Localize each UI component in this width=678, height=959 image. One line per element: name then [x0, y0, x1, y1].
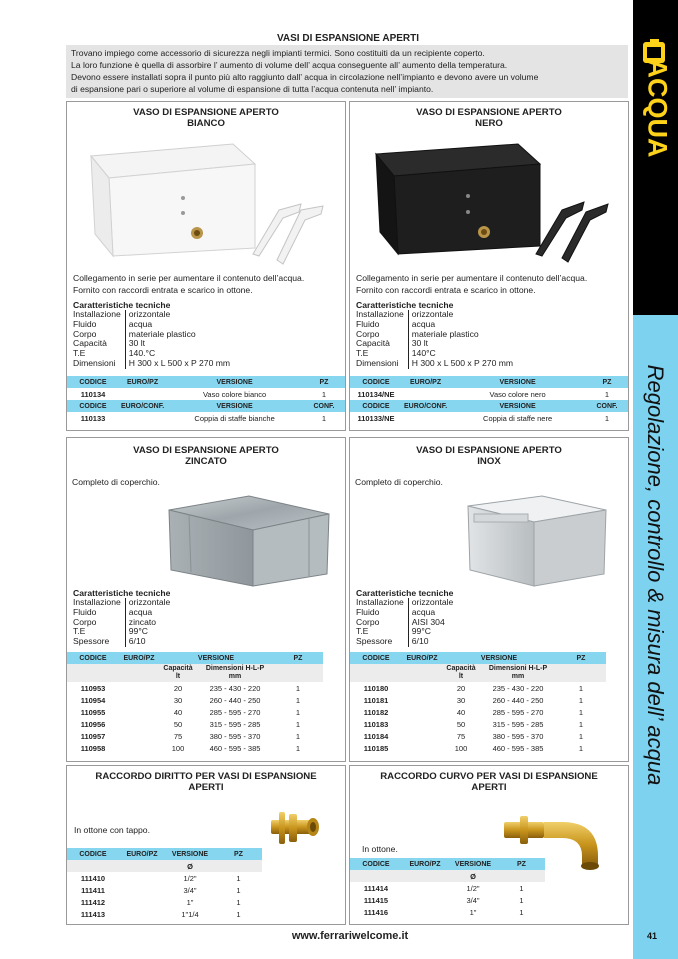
- sidebar-brand: ACQUA: [642, 58, 673, 158]
- straight-fitting-image: [265, 806, 325, 851]
- spec-value: acqua: [128, 606, 153, 617]
- tech-specs: [356, 588, 453, 647]
- spec-label: Fluido: [73, 608, 125, 618]
- table-row: 110133/NE Coppia di staffe nere 1: [357, 413, 610, 423]
- table-row: 111413 1"1/4 1: [80, 909, 241, 919]
- price-table-diritto: [67, 848, 262, 920]
- table-row: 110955 40 285 - 595 - 270 1: [80, 707, 301, 717]
- spec-value: orizzontale: [128, 597, 171, 607]
- footer-url[interactable]: www.ferrariwelcome.it: [291, 930, 409, 942]
- spec-value: 30 lt: [411, 338, 429, 349]
- table-subheader: Ø: [350, 870, 545, 882]
- table-row: 111412 1" 1: [80, 897, 241, 907]
- spec-label: T.E: [356, 627, 408, 637]
- price-table-curvo: [350, 858, 545, 918]
- table-header: CODICE EURO/PZ VERSIONE PZ: [67, 848, 262, 860]
- black-tank-image: [370, 138, 620, 268]
- spec-label: Corpo: [73, 330, 125, 340]
- table-header: CODICE EURO/PZ VERSIONE PZ: [350, 376, 628, 388]
- spec-value: H 300 x L 500 x P 270 mm: [411, 357, 514, 368]
- intro-text: [66, 45, 628, 98]
- product-box-zincato: [66, 437, 346, 762]
- tech-specs: [73, 300, 230, 369]
- spec-label: Corpo: [73, 618, 125, 628]
- product-box-inox: [349, 437, 629, 762]
- spec-value: 140°C: [411, 348, 436, 359]
- stainless-tank-image: [462, 490, 612, 590]
- spec-label: Fluido: [356, 320, 408, 330]
- spec-label: Capacità: [356, 339, 408, 349]
- spec-row: [356, 618, 453, 628]
- page-title: VASI DI ESPANSIONE APERTI: [276, 33, 420, 44]
- table-row: 110133 Coppia di staffe bianche 1: [80, 413, 327, 423]
- product-description: In ottone con tappo.: [74, 825, 150, 835]
- spec-value: acqua: [128, 318, 153, 329]
- table-header: CODICE EURO/PZ VERSIONE PZ: [67, 376, 345, 388]
- table-row: 110134/NE Vaso colore nero 1: [357, 389, 610, 399]
- sidebar-section-title: Regolazione, controllo & misura dell’ acqua: [643, 364, 668, 786]
- tech-specs: [356, 300, 513, 369]
- product-description: Collegamento in serie per aumentare il contenuto dell’acqua. Fornito con raccordi entrata e scarico in ottone.: [73, 273, 305, 295]
- price-table-zincato: [67, 652, 323, 754]
- product-title: VASO DI ESPANSIONE APERTO ZINCATO: [133, 445, 279, 467]
- intro-line: Devono essere installati sopra il punto più alto raggiunto dall’ acqua in circolazione nell’impianto e devono avere un volume: [71, 72, 539, 82]
- page-number: 41: [647, 931, 658, 941]
- intro-line: Trovano impiego come accessorio di sicurezza negli impianti termici. Sono costituiti da un recipiente coperto.: [71, 48, 485, 58]
- specs-heading: Caratteristiche tecniche: [73, 588, 171, 598]
- table-header: CODICE EURO/PZ VERSIONE PZ: [350, 858, 545, 870]
- table-row: 110185 100 460 - 595 - 385 1: [363, 743, 584, 753]
- spec-row: [73, 359, 230, 369]
- table-row: 111416 1" 1: [363, 907, 524, 917]
- spec-value: orizzontale: [128, 309, 171, 319]
- spec-label: Installazione: [73, 310, 125, 320]
- spec-value: 140.°C: [128, 348, 156, 359]
- table-row: 110957 75 380 - 595 - 370 1: [80, 731, 301, 741]
- price-table-inox: [350, 652, 606, 754]
- spec-label: Corpo: [356, 618, 408, 628]
- table-row: 110183 50 315 - 595 - 285 1: [363, 719, 584, 729]
- intro-line: La loro funzione è quella di assorbire l’ aumento di volume dell’ acqua conseguente all’ aumento della temperatura.: [71, 60, 508, 70]
- table-row: 110134 Vaso colore bianco 1: [80, 389, 327, 399]
- price-table-nero: [350, 376, 628, 424]
- table-header: CODICE EURO/PZ VERSIONE PZ: [350, 652, 606, 664]
- table-row: 111414 1/2" 1: [363, 883, 524, 893]
- spec-value: 99°C: [411, 626, 431, 637]
- table-row: 111411 3/4" 1: [81, 885, 241, 895]
- intro-line: di espansione pari o superiore al volume di espansione di tutta l’acqua contenuta nell’ impianto.: [71, 84, 434, 94]
- table-row: 110954 30 260 - 440 - 250 1: [80, 695, 301, 705]
- product-title: RACCORDO DIRITTO PER VASI DI ESPANSIONE APERTI: [95, 771, 317, 793]
- table-header: CODICE EURO/CONF. VERSIONE CONF.: [350, 400, 628, 412]
- spec-value: 6/10: [128, 636, 146, 647]
- spec-value: acqua: [411, 318, 436, 329]
- table-row: 110180 20 235 - 430 - 220 1: [363, 683, 584, 693]
- spec-value: AISI 304: [411, 616, 445, 627]
- spec-label: Capacità: [73, 339, 125, 349]
- spec-value: H 300 x L 500 x P 270 mm: [128, 357, 231, 368]
- spec-label: Fluido: [73, 320, 125, 330]
- spec-value: orizzontale: [411, 309, 454, 319]
- table-header: CODICE EURO/CONF. VERSIONE CONF.: [67, 400, 345, 412]
- product-title: VASO DI ESPANSIONE APERTO BIANCO: [133, 107, 279, 129]
- spec-row: [73, 618, 170, 628]
- product-description: Completo di coperchio.: [72, 477, 160, 487]
- spec-value: 6/10: [411, 636, 429, 647]
- spec-value: orizzontale: [411, 597, 454, 607]
- spec-label: Spessore: [356, 637, 408, 647]
- spec-row: [73, 637, 170, 647]
- spec-label: T.E: [356, 349, 408, 359]
- product-title: VASO DI ESPANSIONE APERTO INOX: [416, 445, 562, 467]
- table-row: 111415 3/4" 1: [363, 895, 524, 905]
- section-sidebar: [633, 0, 678, 959]
- spec-value: 99°C: [128, 626, 148, 637]
- table-subheader: Capacità lt Dimensioni H-L-P mm: [350, 664, 606, 682]
- specs-heading: Caratteristiche tecniche: [73, 300, 171, 310]
- spec-label: Installazione: [73, 598, 125, 608]
- table-subheader: Ø: [67, 860, 262, 872]
- spec-value: 30 lt: [128, 338, 146, 349]
- product-box-raccordo-curvo: [349, 765, 629, 925]
- product-title: VASO DI ESPANSIONE APERTO NERO: [416, 107, 562, 129]
- tech-specs: [73, 588, 170, 647]
- table-subheader: Capacità lt Dimensioni H-L-P mm: [67, 664, 323, 682]
- white-tank-image: [83, 138, 333, 268]
- spec-value: materiale plastico: [411, 328, 479, 339]
- spec-label: Corpo: [356, 330, 408, 340]
- table-row: 110182 40 285 - 595 - 270 1: [363, 707, 584, 717]
- product-box-nero: [349, 101, 629, 431]
- specs-heading: Caratteristiche tecniche: [356, 588, 454, 598]
- product-box-raccordo-diritto: [66, 765, 346, 925]
- table-row: 110958 100 460 - 595 - 385 1: [80, 743, 301, 753]
- spec-label: Dimensioni: [356, 359, 408, 369]
- table-header: CODICE EURO/PZ VERSIONE PZ: [67, 652, 323, 664]
- specs-heading: Caratteristiche tecniche: [356, 300, 454, 310]
- spec-row: [356, 637, 453, 647]
- spec-value: zincato: [128, 616, 157, 627]
- spec-value: materiale plastico: [128, 328, 196, 339]
- spec-label: T.E: [73, 627, 125, 637]
- spec-label: Fluido: [356, 608, 408, 618]
- product-box-bianco: [66, 101, 346, 431]
- spec-row: [356, 359, 513, 369]
- product-title: RACCORDO CURVO PER VASI DI ESPANSIONE APERTI: [380, 771, 598, 793]
- product-description: Completo di coperchio.: [355, 477, 443, 487]
- spec-label: Installazione: [356, 598, 408, 608]
- table-row: 111410 1/2" 1: [80, 873, 241, 883]
- table-row: 110956 50 315 - 595 - 285 1: [80, 719, 301, 729]
- galvanized-tank-image: [159, 490, 334, 590]
- table-row: 110181 30 260 - 440 - 250 1: [363, 695, 584, 705]
- table-row: 110184 75 380 - 595 - 370 1: [363, 731, 584, 741]
- table-row: 110953 20 235 - 430 - 220 1: [80, 683, 301, 693]
- product-description: Collegamento in serie per aumentare il contenuto dell’acqua. Fornito con raccordi entrata e scarico in ottone.: [356, 273, 588, 295]
- spec-label: Dimensioni: [73, 359, 125, 369]
- spec-label: Spessore: [73, 637, 125, 647]
- spec-label: T.E: [73, 349, 125, 359]
- product-description: In ottone.: [362, 844, 398, 854]
- spec-value: acqua: [411, 606, 436, 617]
- price-table-bianco: [67, 376, 345, 424]
- spec-label: Installazione: [356, 310, 408, 320]
